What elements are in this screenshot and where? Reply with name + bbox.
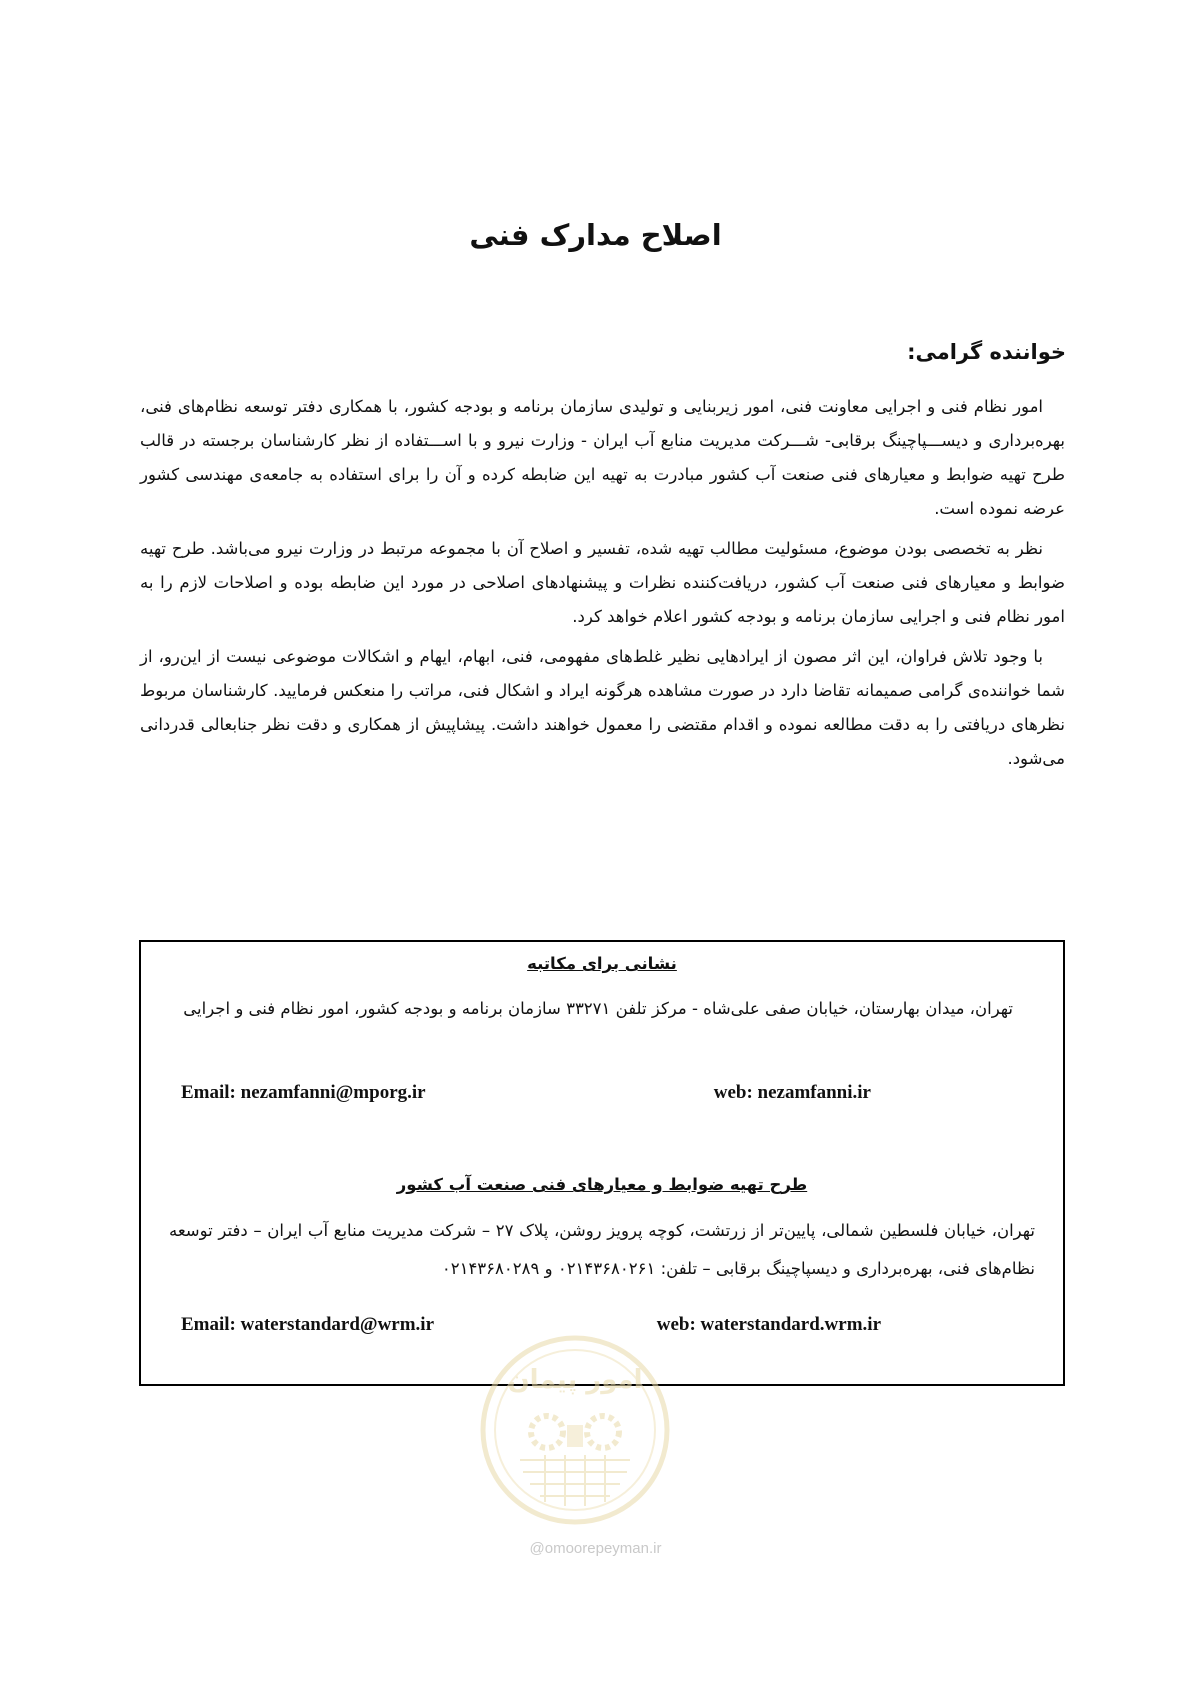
contact-heading-water: طرح تهیه ضوابط و معیارهای فنی صنعت آب کشور [396, 1175, 808, 1194]
contact-links-1 [181, 1082, 871, 1104]
email-link-2[interactable]: Email: waterstandard@wrm.ir [181, 1314, 435, 1335]
omoorepeyman-seal-icon [475, 1330, 675, 1530]
web-link-1[interactable]: web: nezamfanni.ir [713, 1082, 871, 1103]
salutation: خواننده گرامی: [907, 340, 1066, 364]
paragraph-2: نظر به تخصصی بودن موضوع، مسئولیت مطالب تهیه شده، تفسیر و اصلاح آن با مجموعه مرتبط در وزارت نیرو می‌باشد. طرح تهیه ضوابط و معیارهای فنی صنعت آب کشور، دریافت‌کننده نظرات و پیشنهادهای اصلاحی در مورد این ضابطه بوده و اصلاحات لازم را به امور نظام فنی و اجرایی سازمان برنامه و بودجه کشور اعلام خواهد کرد. [140, 539, 1065, 626]
body-text [140, 390, 1065, 782]
contact-section-1 [141, 954, 1063, 973]
contact-box [139, 940, 1065, 1386]
watermark-text: امور پیمان [507, 1365, 643, 1395]
email-link-1[interactable]: Email: nezamfanni@mporg.ir [181, 1082, 426, 1103]
contact-address-1: تهران، میدان بهارستان، خیابان صفی علی‌شاه - مرکز تلفن ۳۳۲۷۱ سازمان برنامه و بودجه کشور، امور نظام فنی و اجرایی [183, 999, 1013, 1018]
paragraph-3: با وجود تلاش فراوان، این اثر مصون از ایرادهایی نظیر غلط‌های مفهومی، فنی، ابهام، ایهام و اشکالات موضوعی نیست از این‌رو، از شما خواننده‌ی گرامی صمیمانه تقاضا دارد در صورت مشاهده هرگونه ایراد و اشکال فنی، مراتب را منعکس فرمایید. کارشناسان مربوط نظرهای دریافتی را به دقت مطالعه نموده و اقدام مقتضی را معمول خواهند داشت. پیشاپیش از همکاری و دقت نظر جنابعالی قدردانی می‌شود. [140, 647, 1065, 768]
watermark-url: @omoorepeyman.ir [529, 1540, 662, 1557]
contact-address-2: تهران، خیابان فلسطین شمالی، پایین‌تر از زرتشت، کوچه پرویز روشن، پلاک ۲۷ – شرکت مدیریت منابع آب ایران – دفتر توسعه نظام‌های فنی، بهره‌برداری و دیسپاچینگ برقابی – تلفن: ۰۲۱۴۳۶۸۰۲۶۱ و ۰۲۱۴۳۶۸۰۲۸۹ [169, 1221, 1035, 1278]
paragraph-1: امور نظام فنی و اجرایی معاونت فنی، امور زیربنایی و تولیدی سازمان برنامه و بودجه کشور، با همکاری دفتر توسعه نظام‌های فنی، بهره‌برداری و دیســـپاچینگ برقابی- شـــرکت مدیریت منابع آب ایران - وزارت نیرو و با اســـتفاده از نظر کارشناسان برجسته در قالب طرح تهیه ضوابط و معیارهای فنی صنعت آب کشور مبادرت به تهیه این ضابطه کرده و آن را برای استفاده به جامعه‌ی مهندسی کشور عرضه نموده است. [140, 397, 1065, 518]
web-link-2[interactable]: web: waterstandard.wrm.ir [656, 1314, 881, 1335]
page-title: اصلاح مدارک فنی [469, 218, 722, 252]
contact-section-2 [141, 1175, 1063, 1194]
contact-heading-mail: نشانی برای مکاتبه [527, 954, 677, 973]
